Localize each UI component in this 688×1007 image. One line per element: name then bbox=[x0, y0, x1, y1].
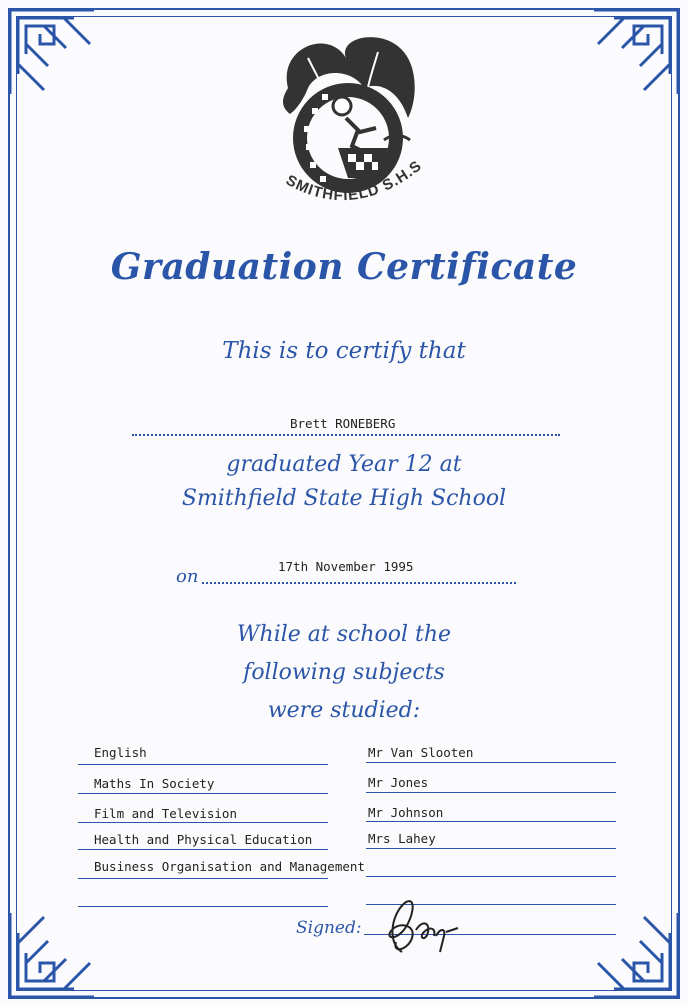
graduation-date: 17th November 1995 bbox=[278, 559, 414, 574]
teacher-cell: Mrs Lahey bbox=[368, 831, 436, 846]
logo-text: SMITHFIELD S.H.S bbox=[282, 157, 426, 205]
empty-underline bbox=[78, 906, 328, 907]
subject-cell: Film and Television bbox=[94, 806, 237, 821]
graduated-line-2: Smithfield State High School bbox=[181, 486, 507, 511]
subject-underline bbox=[78, 764, 328, 765]
certify-line: This is to certify that bbox=[222, 338, 466, 364]
while-line-1: While at school the bbox=[236, 622, 452, 647]
subject-cell: Health and Physical Education bbox=[94, 832, 313, 847]
while-line-2: following subjects bbox=[243, 660, 445, 685]
teacher-cell: Mr Johnson bbox=[368, 805, 444, 820]
subject-cell: Business Organisation and Management bbox=[94, 859, 365, 874]
signed-label: Signed: bbox=[296, 918, 362, 938]
teacher-underline bbox=[366, 821, 616, 822]
student-name: Brett RONEBERG bbox=[290, 416, 396, 431]
teacher-cell: Mr Jones bbox=[368, 775, 429, 790]
graduated-line-1: graduated Year 12 at bbox=[226, 452, 462, 477]
while-line-3: were studied: bbox=[267, 698, 421, 723]
school-logo bbox=[268, 28, 428, 224]
signature-image bbox=[372, 892, 462, 962]
subject-underline bbox=[78, 849, 328, 850]
certificate-title: Graduation Certificate bbox=[110, 246, 578, 288]
teacher-underline bbox=[366, 876, 616, 877]
subject-underline bbox=[78, 878, 328, 879]
date-dotted-line bbox=[202, 582, 516, 584]
teacher-underline bbox=[366, 848, 616, 849]
on-label: on bbox=[176, 566, 199, 587]
teacher-underline bbox=[366, 762, 616, 763]
subject-cell: Maths In Society bbox=[94, 776, 215, 791]
name-dotted-line bbox=[132, 434, 560, 436]
subject-underline bbox=[78, 793, 328, 794]
corner-ornament-bottom-left bbox=[4, 907, 100, 1003]
corner-ornament-top-right bbox=[588, 4, 684, 100]
teacher-underline bbox=[366, 792, 616, 793]
subject-cell: English bbox=[94, 745, 147, 760]
teacher-cell: Mr Van Slooten bbox=[368, 745, 474, 760]
subject-underline bbox=[78, 822, 328, 823]
corner-ornament-top-left bbox=[4, 4, 100, 100]
corner-ornament-bottom-right bbox=[588, 907, 684, 1003]
